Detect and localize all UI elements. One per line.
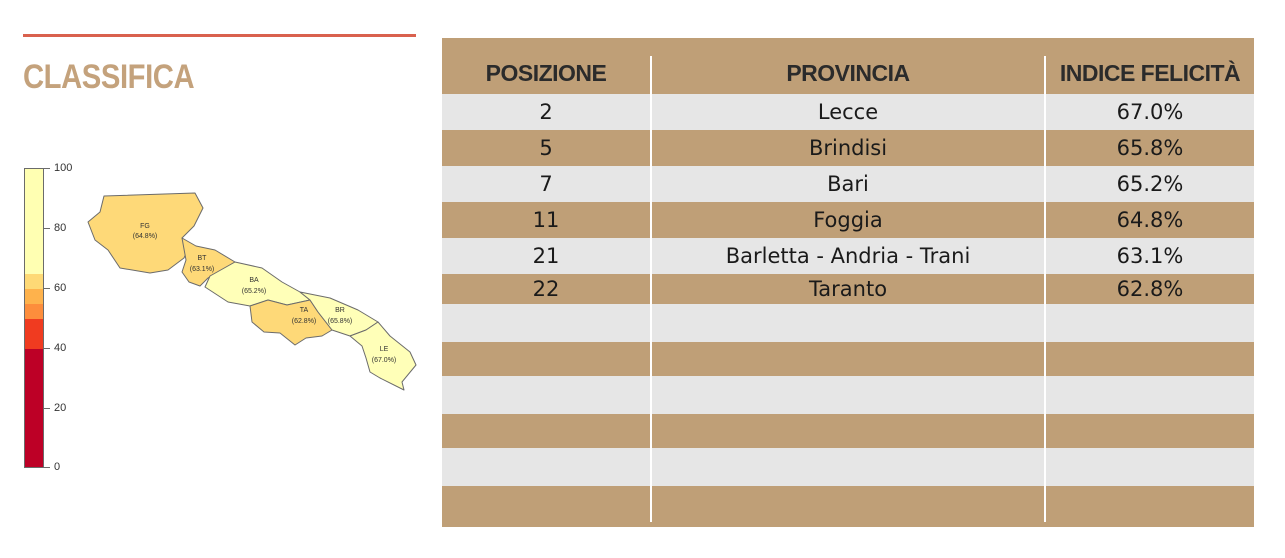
page-title: CLASSIFICA bbox=[23, 58, 195, 96]
cell-province: Foggia bbox=[813, 208, 883, 232]
legend-tick-label: 80 bbox=[54, 222, 67, 234]
header-divider bbox=[23, 34, 416, 37]
table-row bbox=[442, 94, 1254, 130]
legend-tick-mark bbox=[44, 348, 50, 349]
cell-province: Lecce bbox=[817, 100, 879, 124]
cell-position: 2 bbox=[539, 100, 553, 124]
map-value-fg: (64.8%) bbox=[132, 233, 158, 240]
legend-tick-label: 100 bbox=[54, 162, 73, 174]
legend-tick-label: 20 bbox=[54, 402, 67, 414]
map-region-le[interactable] bbox=[350, 322, 416, 390]
table-row bbox=[442, 238, 1254, 274]
cell-position: 11 bbox=[532, 208, 560, 232]
legend-band-mid bbox=[25, 289, 43, 304]
legend-band-low bbox=[25, 319, 43, 349]
column-divider bbox=[1044, 56, 1046, 522]
legend-tick-mark bbox=[44, 168, 50, 169]
map-label-le: LE bbox=[379, 346, 389, 353]
table-row-empty bbox=[442, 486, 1254, 527]
cell-position: 21 bbox=[532, 244, 560, 268]
legend-tick-mark bbox=[44, 408, 50, 409]
legend-tick-mark bbox=[44, 467, 50, 468]
map-value-ta: (62.8%) bbox=[291, 318, 317, 325]
map-value-ba: (65.2%) bbox=[241, 288, 267, 295]
legend-band-mid-low bbox=[25, 304, 43, 319]
map-value-le: (67.0%) bbox=[371, 357, 397, 364]
legend-tick-label: 60 bbox=[54, 282, 67, 294]
header-index: INDICE FELICITÀ bbox=[1059, 60, 1241, 86]
legend-tick-mark bbox=[44, 288, 50, 289]
cell-index: 64.8% bbox=[1116, 208, 1184, 232]
map-label-ba: BA bbox=[249, 277, 259, 284]
table-row bbox=[442, 202, 1254, 238]
map-label-br: BR bbox=[335, 307, 345, 314]
puglia-map bbox=[80, 185, 425, 400]
map-label-ta: TA bbox=[299, 307, 309, 314]
legend-tick-label: 40 bbox=[54, 342, 67, 354]
table-row-empty bbox=[442, 414, 1254, 448]
header-position: POSIZIONE bbox=[485, 60, 607, 86]
cell-index: 65.2% bbox=[1116, 172, 1184, 196]
color-legend bbox=[24, 168, 44, 468]
table-row bbox=[442, 166, 1254, 202]
map-value-br: (65.8%) bbox=[327, 318, 353, 325]
cell-province: Taranto bbox=[808, 277, 888, 301]
cell-position: 7 bbox=[539, 172, 553, 196]
legend-tick-label: 0 bbox=[54, 461, 61, 473]
cell-position: 5 bbox=[539, 136, 553, 160]
map-label-fg: FG bbox=[140, 223, 150, 230]
ranking-table bbox=[442, 38, 1254, 527]
cell-index: 62.8% bbox=[1116, 277, 1184, 301]
table-row bbox=[442, 130, 1254, 166]
table-row-empty bbox=[442, 376, 1254, 414]
cell-position: 22 bbox=[532, 277, 560, 301]
cell-index: 65.8% bbox=[1116, 136, 1184, 160]
cell-province: Bari bbox=[827, 172, 869, 196]
table-header bbox=[442, 38, 1254, 94]
cell-province: Brindisi bbox=[808, 136, 888, 160]
legend-band-mid-high bbox=[25, 274, 43, 289]
cell-province: Barletta - Andria - Trani bbox=[725, 244, 971, 268]
map-value-bt: (63.1%) bbox=[189, 266, 215, 273]
cell-index: 67.0% bbox=[1116, 100, 1184, 124]
table-row-empty bbox=[442, 342, 1254, 376]
column-divider bbox=[650, 56, 652, 522]
table-row-empty bbox=[442, 304, 1254, 342]
legend-tick-mark bbox=[44, 228, 50, 229]
cell-index: 63.1% bbox=[1116, 244, 1184, 268]
table-row bbox=[442, 274, 1254, 304]
legend-band-high bbox=[25, 169, 43, 274]
legend-band-lowest bbox=[25, 349, 43, 468]
header-province: PROVINCIA bbox=[786, 60, 910, 86]
map-label-bt: BT bbox=[197, 255, 207, 262]
table-row-empty bbox=[442, 448, 1254, 486]
